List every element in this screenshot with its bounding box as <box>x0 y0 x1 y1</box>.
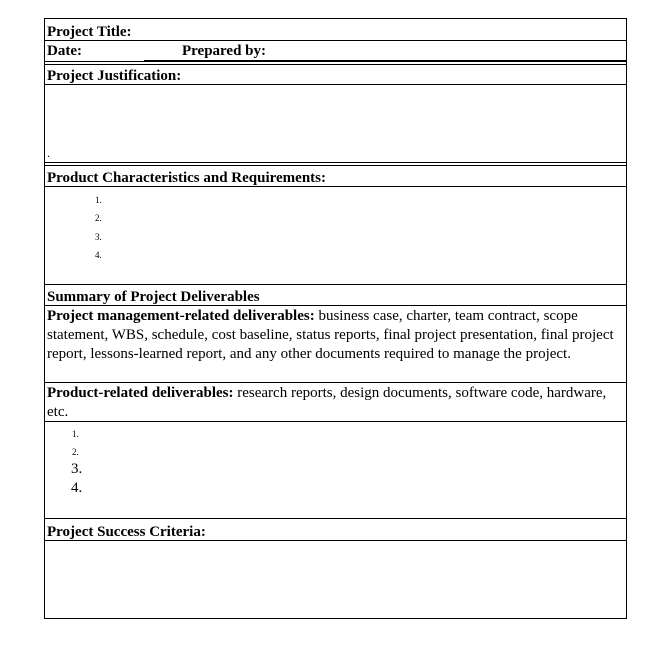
divider <box>44 284 627 285</box>
list-item: 2. <box>72 447 79 457</box>
divider <box>44 40 627 41</box>
date-label: Date: <box>47 43 82 59</box>
divider <box>44 84 627 85</box>
list-item: 1. <box>95 195 102 205</box>
list-item: 3. <box>95 232 102 242</box>
divider <box>44 382 627 383</box>
characteristics-heading: Product Characteristics and Requirements: <box>47 170 326 186</box>
justification-heading: Project Justification: <box>47 68 182 84</box>
pm-deliverables-label: Project management-related deliverables: <box>47 308 315 324</box>
pm-deliverables <box>47 307 625 364</box>
product-deliverables <box>47 384 625 422</box>
product-deliverables-label: Product-related deliverables: <box>47 385 234 401</box>
success-criteria-heading: Project Success Criteria: <box>47 524 206 540</box>
divider <box>44 421 627 422</box>
deliverables-heading: Summary of Project Deliverables <box>47 289 260 305</box>
prepared-by-label: Prepared by: <box>182 43 267 59</box>
product-deliverables-text: research reports, design documents, software code, hardware, etc. <box>47 385 607 420</box>
pm-deliverables-text: business case, charter, team contract, scope statement, WBS, schedule, cost baseline, status reports, final project presentation, final project report, lessons-learned report, and any other documents required to manage the project. <box>47 308 614 362</box>
divider <box>44 305 627 306</box>
list-item: 3. <box>71 461 83 477</box>
divider <box>44 186 627 187</box>
list-item: 4. <box>71 480 83 496</box>
divider <box>44 61 627 65</box>
list-item: 4. <box>95 250 102 260</box>
list-item: 2. <box>95 213 102 223</box>
project-title-label: Project Title: <box>47 24 132 40</box>
justification-body: . <box>47 146 50 160</box>
divider <box>44 162 627 166</box>
divider <box>44 540 627 541</box>
list-item: 1. <box>72 429 79 439</box>
divider <box>44 518 627 519</box>
